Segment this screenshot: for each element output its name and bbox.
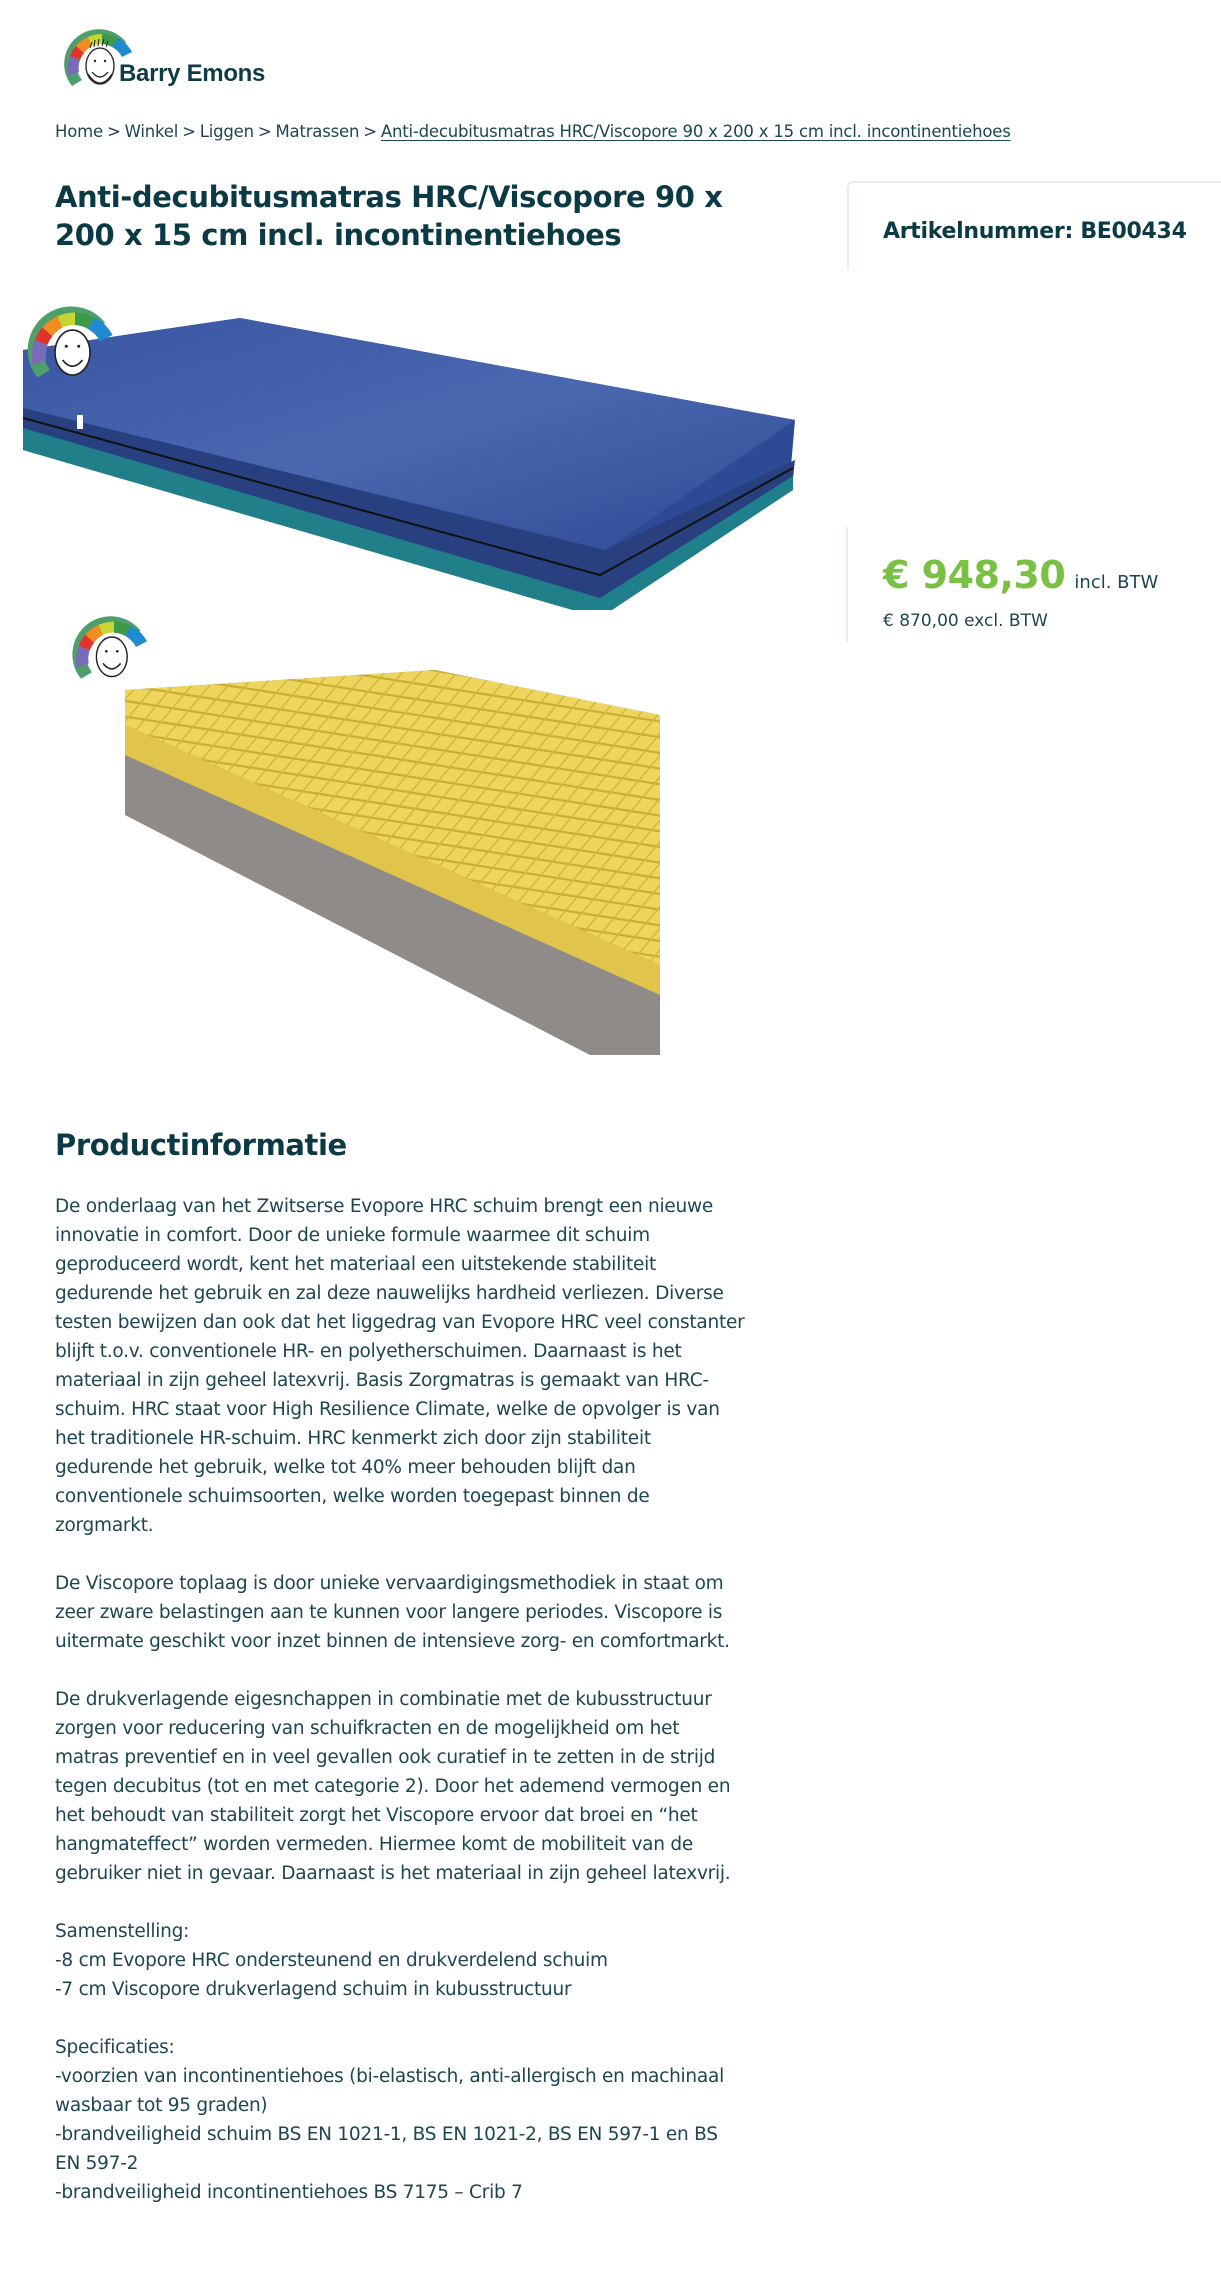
composition-label: Samenstelling: bbox=[55, 1921, 190, 1942]
breadcrumb bbox=[55, 122, 1011, 141]
breadcrumb-separator: > bbox=[257, 122, 272, 141]
productinfo-paragraph: De drukverlagende eigesnchappen in combinatie met de kubusstructuur zorgen voor reducering van schuifkracten en de mogelijkheid om het matras preventief en in veel gevallen ook curatief in te zetten in de strijd tegen decubitus (tot en met categorie 2). Door het ademend vermogen en het behoudt van stabiliteit zorgt het Viscopore ervoor dat broei en “het hangmateffect” worden vermeden. Hiermee komt de mobiliteit van de gebruiker niet in gevaar. Daarnaast is het materiaal in zijn geheel latexvrij. bbox=[55, 1689, 731, 1884]
product-title: Anti-decubitusmatras HRC/Viscopore 90 x 200 x 15 cm incl. incontinentiehoes bbox=[55, 180, 723, 252]
breadcrumb-separator: > bbox=[106, 122, 121, 141]
logo-text: Barry Emons bbox=[119, 60, 266, 87]
breadcrumb-current-product[interactable]: Anti-decubitusmatras HRC/Viscopore 90 x 200 x 15 cm incl. incontinentiehoes bbox=[380, 122, 1011, 141]
breadcrumb-matrassen[interactable]: Matrassen bbox=[275, 122, 360, 141]
productinfo-heading: Productinformatie bbox=[55, 1128, 347, 1162]
productinfo-paragraph: De onderlaag van het Zwitserse Evopore HRC schuim brengt een nieuwe innovatie in comfort. Door de unieke formule waarmee dit schuim geproduceerd wordt, kent het materiaal een uitstekende stabiliteit gedurende het gebruik en zal deze nauwelijks hardheid verliezen. Diverse testen bewijzen dan ook dat het liggedrag van Evopore HRC veel constanter blijft t.o.v. conventionele HR- en polyetherschuimen. Daarnaast is het materiaal in zijn geheel latexvrij. Basis Zorgmatras is gemaakt van HRC-schuim. HRC staat voor High Resilience Climate, welke de opvolger is van het traditionele HR-schuim. HRC kenmerkt zich door zijn stabiliteit gedurende het gebruik, welke tot 40% meer behouden blijft dan conventionele schuimsoorten, welke worden toegepast binnen de zorgmarkt. bbox=[55, 1196, 745, 1536]
productinfo-paragraph: De Viscopore toplaag is door unieke vervaardigingsmethodiek in staat om zeer zware belastingen aan te kunnen voor langere periodes. Viscopore is uitermate geschikt voor inzet binnen de intensieve zorg- en comfortmarkt. bbox=[55, 1573, 730, 1652]
composition-item: -7 cm Viscopore drukverlagend schuim in kubusstructuur bbox=[55, 1979, 572, 2000]
breadcrumb-separator: > bbox=[182, 122, 196, 141]
breadcrumb-separator: > bbox=[363, 122, 377, 141]
price-excl-vat: € 870,00 excl. BTW bbox=[883, 611, 1048, 631]
price-amount: € 948,30 bbox=[883, 553, 1066, 597]
productinfo-body bbox=[55, 1192, 745, 2207]
site-logo[interactable] bbox=[62, 28, 272, 98]
breadcrumb-liggen[interactable]: Liggen bbox=[199, 122, 254, 141]
specs-item: -voorzien van incontinentiehoes (bi-elastisch, anti-allergisch en machinaal wasbaar tot 95 graden) bbox=[55, 2066, 724, 2116]
composition-block bbox=[55, 1917, 745, 2004]
product-image-blue-mattress[interactable] bbox=[15, 300, 805, 610]
specs-label: Specificaties: bbox=[55, 2037, 175, 2058]
product-image-cube-foam[interactable] bbox=[70, 615, 670, 1055]
price-incl-vat bbox=[883, 553, 1158, 597]
composition-item: -8 cm Evopore HRC ondersteunend en drukverdelend schuim bbox=[55, 1950, 608, 1971]
specs-item: -brandveiligheid schuim BS EN 1021-1, BS EN 1021-2, BS EN 597-1 en BS EN 597-2 bbox=[55, 2124, 718, 2174]
price-incl-label: incl. BTW bbox=[1074, 572, 1159, 593]
specs-item: -brandveiligheid incontinentiehoes BS 7175 – Crib 7 bbox=[55, 2182, 523, 2203]
breadcrumb-home[interactable]: Home bbox=[55, 122, 103, 141]
price-divider bbox=[846, 527, 848, 642]
article-number: Artikelnummer: BE00434 bbox=[883, 219, 1187, 244]
breadcrumb-winkel[interactable]: Winkel bbox=[124, 122, 179, 141]
specs-block bbox=[55, 2033, 745, 2207]
